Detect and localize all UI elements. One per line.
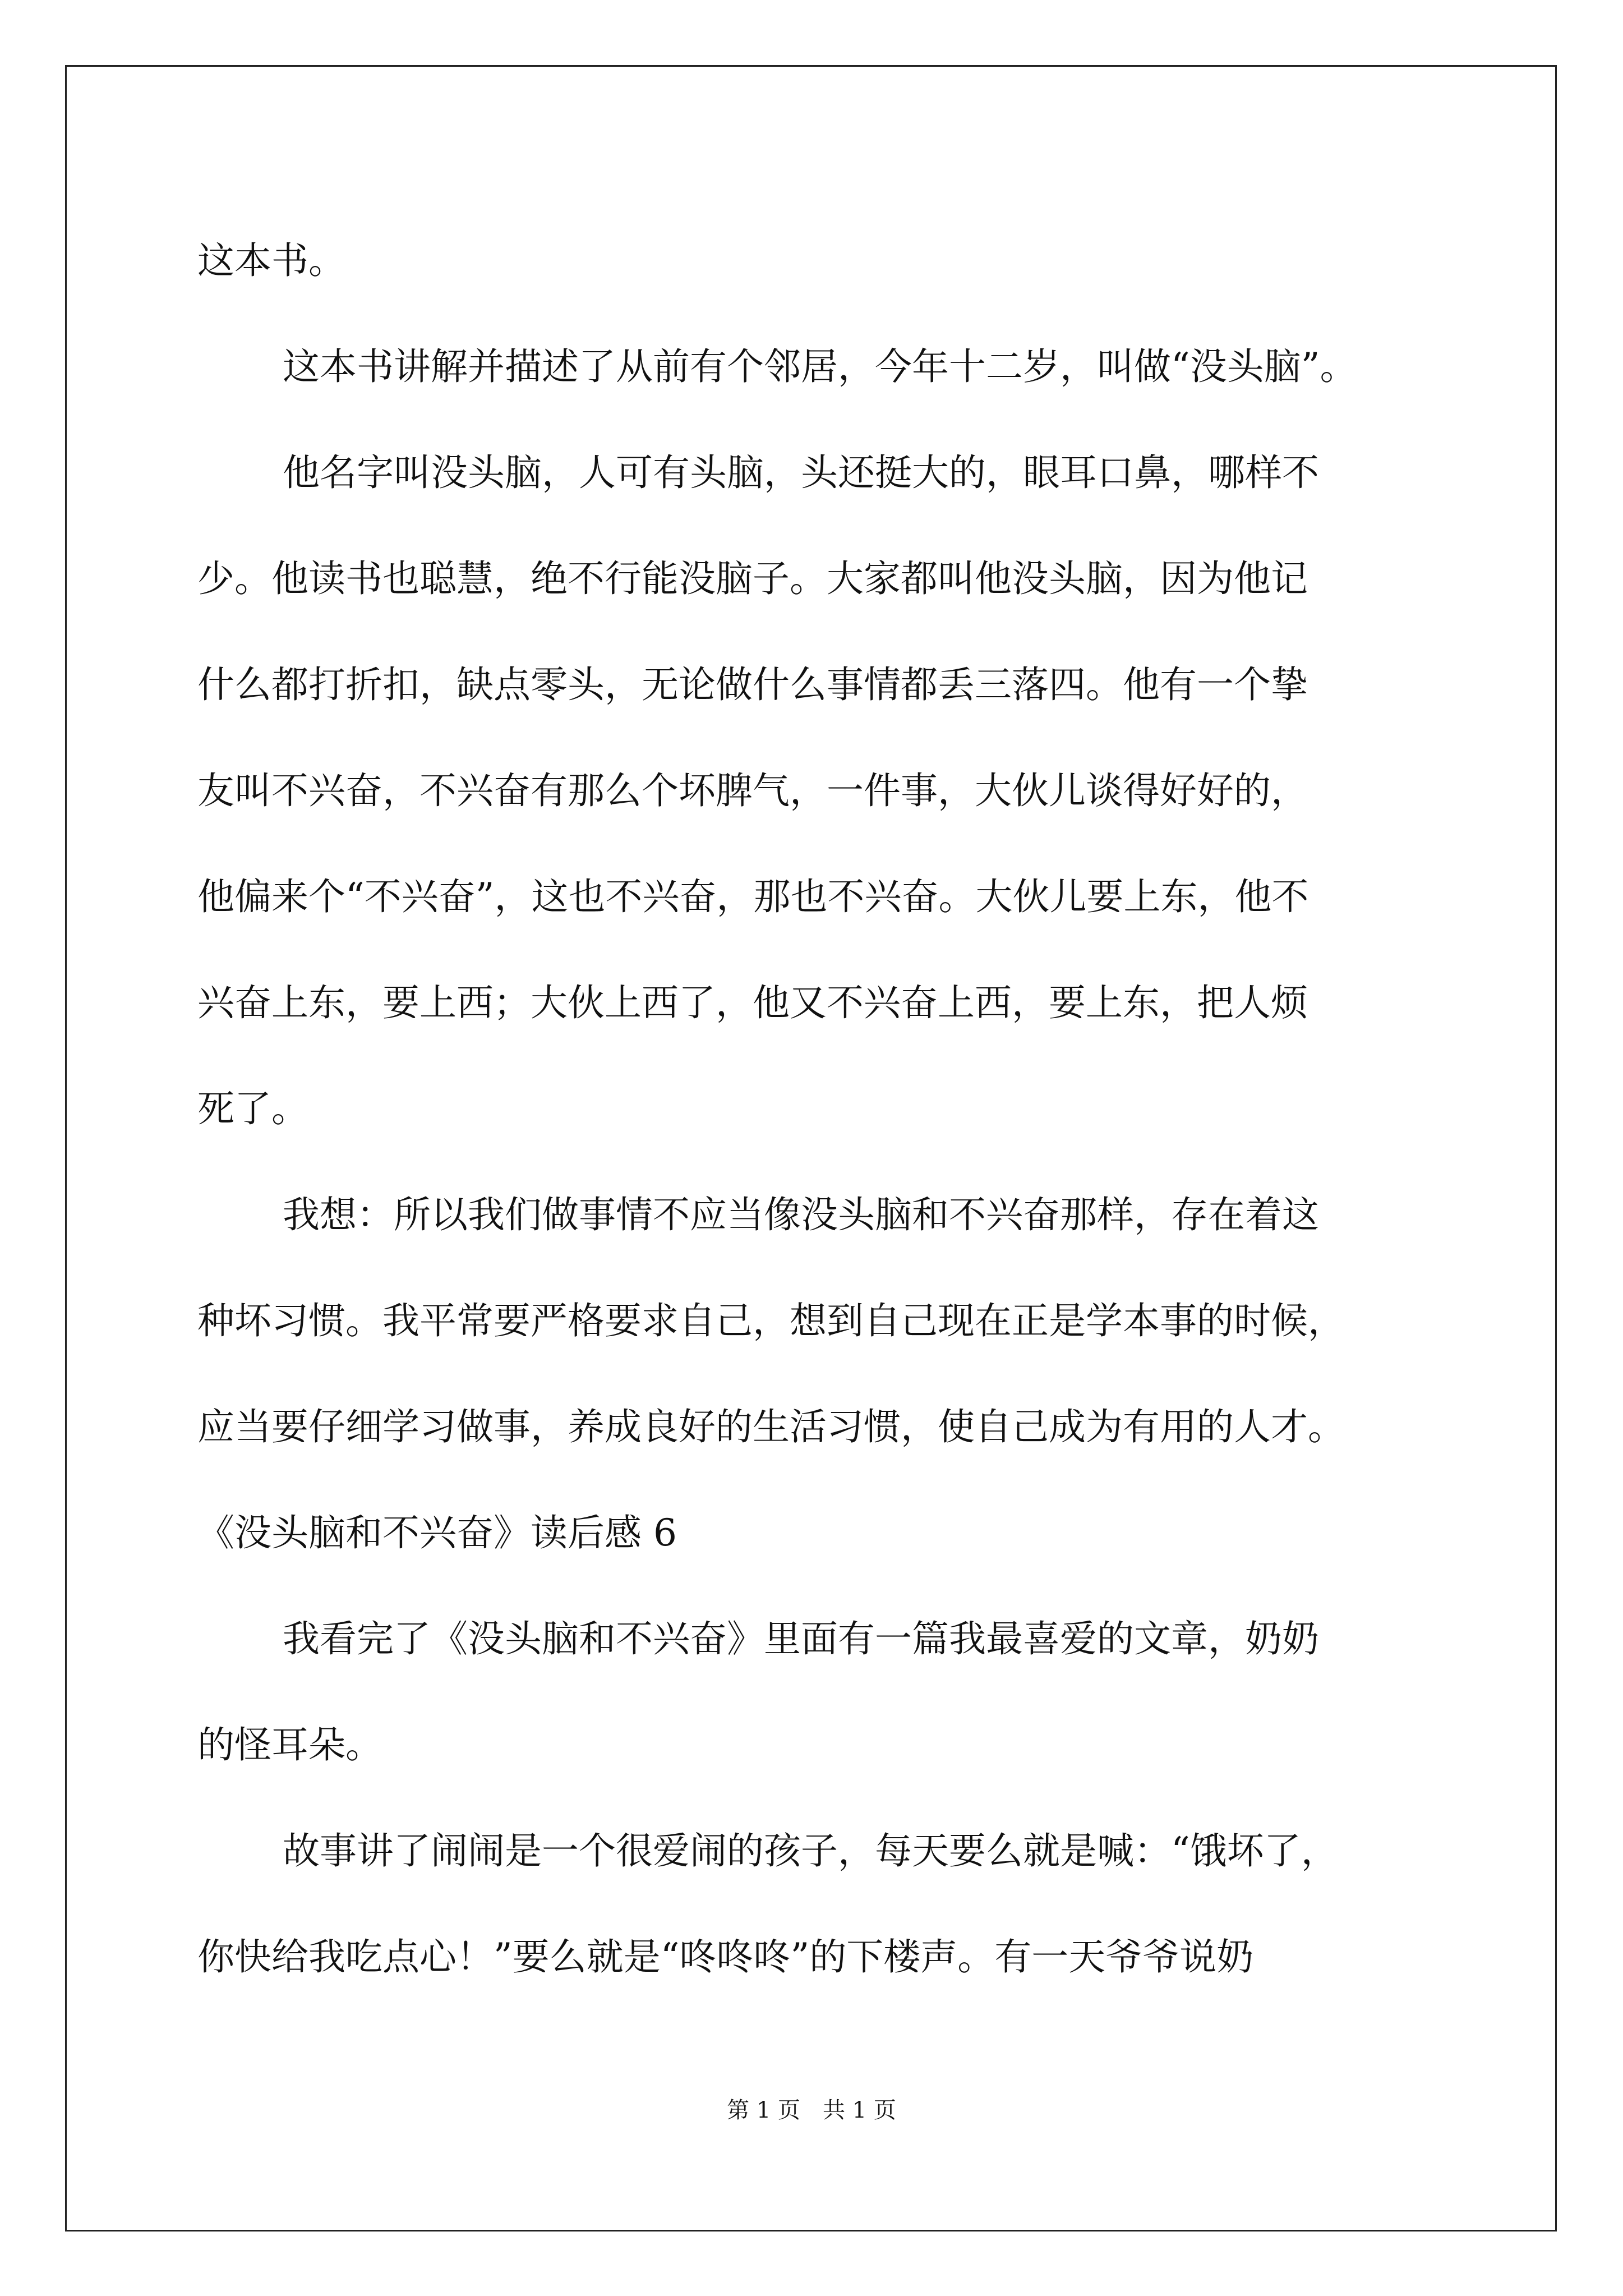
text-line: 少。他读书也聪慧，绝不行能没脑子。大家都叫他没头脑，因为他记 <box>197 557 1308 600</box>
text-line: 这本书。 <box>197 239 345 282</box>
paragraph-start: 他名字叫没头脑，人可有头脑，头还挺大的，眼耳口鼻，哪样不 <box>283 451 1319 494</box>
document-body <box>197 208 1442 2010</box>
text-line: 应当要仔细学习做事，养成良好的生活习惯，使自己成为有用的人才。 <box>197 1405 1345 1448</box>
paragraph-start: 我想：所以我们做事情不应当像没头脑和不兴奋那样，存在着这 <box>283 1193 1319 1236</box>
text-line: 他偏来个“不兴奋”，这也不兴奋，那也不兴奋。大伙儿要上东，他不 <box>197 875 1309 918</box>
text-line: 的怪耳朵。 <box>197 1723 382 1766</box>
text-line: 死了。 <box>197 1087 308 1130</box>
paragraph-start: 这本书讲解并描述了从前有个邻居，今年十二岁，叫做“没头脑”。 <box>283 345 1357 388</box>
section-heading: 《没头脑和不兴奋》读后感 6 <box>197 1511 677 1554</box>
paragraph-start: 故事讲了闹闹是一个很爱闹的孩子，每天要么就是喊：“饿坏了， <box>283 1829 1338 1872</box>
text-line: 种坏习惯。我平常要严格要求自己，想到自己现在正是学本事的时候， <box>197 1299 1345 1342</box>
text-line: 你快给我吃点心！”要么就是“咚咚咚”的下楼声。有一天爷爷说奶 <box>197 1935 1254 1978</box>
text-line: 什么都打折扣，缺点零头，无论做什么事情都丢三落四。他有一个挚 <box>197 663 1308 706</box>
text-line: 友叫不兴奋，不兴奋有那么个坏脾气，一件事，大伙儿谈得好好的， <box>197 769 1308 812</box>
text-line: 兴奋上东，要上西；大伙上西了，他又不兴奋上西，要上东，把人烦 <box>197 981 1308 1024</box>
page-footer: 第 1 页 共 1 页 <box>727 2097 896 2123</box>
paragraph-start: 我看完了《没头脑和不兴奋》里面有一篇我最喜爱的文章，奶奶 <box>283 1617 1319 1660</box>
